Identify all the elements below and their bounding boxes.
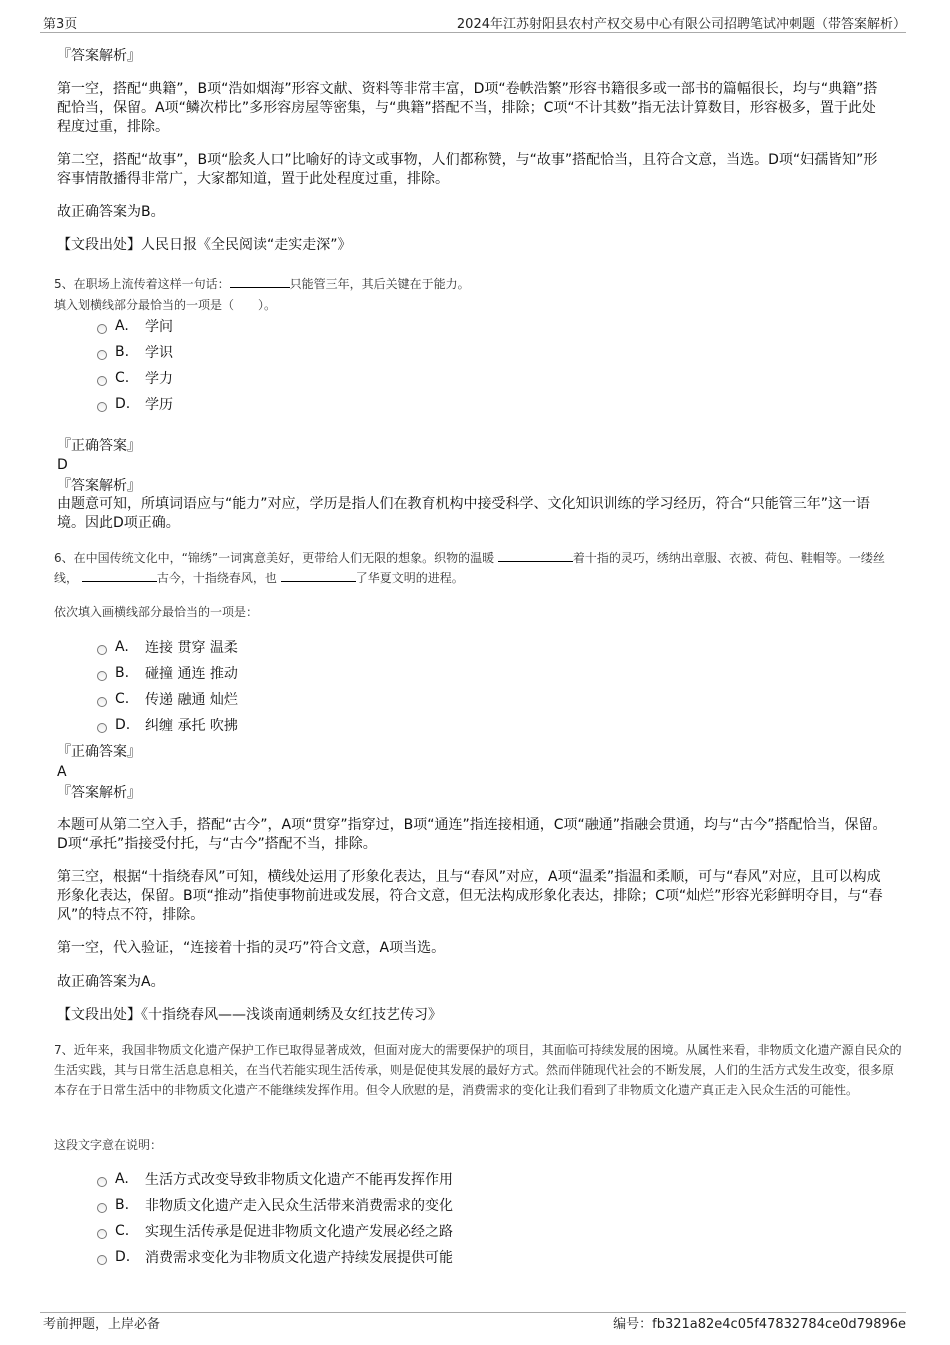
option-d[interactable] — [97, 394, 173, 414]
option-text: 学问 — [145, 319, 173, 335]
analysis-paragraph: 第二空，搭配“故事”，B项“脍炙人口”比喻好的诗文或事物，人们都称赞，与“故事”搭配恰当，且符合文意，当选。D项“妇孺皆知”形容事情散播得非常广，大家都知道，置于此处程度过重，排除。 — [57, 152, 878, 187]
radio-button-icon[interactable] — [97, 697, 107, 707]
option-text: 传递 融通 灿烂 — [145, 692, 238, 708]
option-letter: A. — [115, 318, 129, 334]
option-text: 连接 贯穿 温柔 — [145, 640, 238, 656]
analysis-paragraph: 由题意可知，所填词语应与“能力”对应，学历是指人们在教育机构中接受科学、文化知识训练的学习经历，符合“只能管三年”这一语境。因此D项正确。 — [57, 496, 871, 531]
answer-blank — [82, 569, 157, 582]
option-b[interactable] — [97, 663, 238, 683]
radio-button-icon[interactable] — [97, 1203, 107, 1213]
page-number: 第3页 — [43, 17, 78, 32]
radio-button-icon[interactable] — [97, 1255, 107, 1265]
question-7-stem: 7、近年来，我国非物质文化遗产保护工作已取得显著成效，但面对庞大的需要保护的项目，其面临可持续发展的困境。从属性来看，非物质文化遗产源自民众的生活实践，其与日常生活息息相关，在当代若能实现生活传承，则是促使其发展的最好方式。然而伴随现代社会的不断发展，人们的生活方式发生改变，很多原本存在于日常生活中的非物质文化遗产不能继续发挥作用。但令人欣慰的是，消费需求的变化让我们看到了非物质文化遗产真正走入民众生活的可能性。 — [54, 1043, 902, 1097]
stem-text: 只能管三年，其后关键在于能力。 — [289, 277, 470, 291]
option-letter: D. — [115, 1249, 131, 1265]
source-citation: 【文段出处】《十指绕春风——浅谈南通刺绣及女红技艺传习》 — [57, 1007, 442, 1023]
analysis-conclusion: 故正确答案为B。 — [57, 204, 165, 220]
option-letter: C. — [115, 370, 130, 386]
stem-text: 着十指的灵巧，绣纳出章服、衣被、荷包、鞋帽等。一缕丝线， — [54, 551, 885, 585]
option-c[interactable] — [97, 689, 238, 709]
radio-button-icon[interactable] — [97, 1177, 107, 1187]
option-letter: A. — [115, 639, 129, 655]
question-5-stem — [54, 274, 904, 294]
option-letter: B. — [115, 344, 130, 360]
option-text: 学识 — [145, 345, 173, 361]
option-letter: D. — [115, 717, 131, 733]
option-text: 纠缠 承托 吹拂 — [145, 718, 238, 734]
radio-button-icon[interactable] — [97, 723, 107, 733]
question-6-stem — [54, 548, 904, 588]
correct-answer: A — [57, 764, 67, 780]
option-c[interactable] — [97, 1221, 453, 1241]
radio-button-icon[interactable] — [97, 376, 107, 386]
correct-answer: D — [57, 457, 68, 473]
correct-answer-label: 『正确答案』 — [57, 438, 141, 454]
radio-button-icon[interactable] — [97, 324, 107, 334]
answer-blank — [498, 549, 573, 562]
answer-blank — [281, 569, 356, 582]
document-id: 编号：fb321a82e4c05f47832784ce0d79896e — [613, 1317, 906, 1332]
radio-button-icon[interactable] — [97, 671, 107, 681]
option-text: 碰撞 通连 推动 — [145, 666, 238, 682]
option-a[interactable] — [97, 316, 173, 336]
option-letter: C. — [115, 1223, 130, 1239]
stem-text: 古今，十指绕春风，也 — [156, 571, 277, 585]
option-letter: D. — [115, 396, 131, 412]
option-letter: B. — [115, 1197, 130, 1213]
question-7-prompt: 这段文字意在说明： — [54, 1138, 163, 1152]
stem-text: 6、在中国传统文化中，“锦绣”一词寓意美好，更带给人们无限的想象。织物的温暖 — [54, 551, 495, 565]
option-a[interactable] — [97, 637, 238, 657]
option-d[interactable] — [97, 1247, 453, 1267]
analysis-paragraph: 本题可从第二空入手，搭配“古今”，A项“贯穿”指穿过，B项“通连”指连接相通，C项“融通”指融会贯通，均与“古今”搭配恰当，保留。D项“承托”指接受付托，与“古今”搭配不当，排除。 — [57, 817, 887, 852]
option-b[interactable] — [97, 1195, 453, 1215]
analysis-conclusion: 故正确答案为A。 — [57, 974, 165, 990]
analysis-label: 『答案解析』 — [57, 785, 141, 801]
option-text: 非物质文化遗产走入民众生活带来消费需求的变化 — [145, 1198, 453, 1214]
question-5-prompt: 填入划横线部分最恰当的一项是（ ）。 — [54, 298, 277, 312]
footer-slogan: 考前押题，上岸必备 — [43, 1317, 161, 1332]
option-text: 实现生活传承是促进非物质文化遗产发展必经之路 — [145, 1224, 453, 1240]
analysis-label: 『答案解析』 — [57, 478, 141, 494]
correct-answer-label: 『正确答案』 — [57, 744, 141, 760]
option-d[interactable] — [97, 715, 238, 735]
option-letter: B. — [115, 665, 130, 681]
option-c[interactable] — [97, 368, 173, 388]
option-text: 学历 — [145, 397, 173, 413]
document-title: 2024年江苏射阳县农村产权交易中心有限公司招聘笔试冲刺题（带答案解析） — [456, 17, 906, 32]
answer-blank — [230, 275, 290, 288]
stem-text: 了华夏文明的进程。 — [355, 571, 464, 585]
source-citation: 【文段出处】人民日报《全民阅读“走实走深”》 — [57, 237, 352, 253]
option-b[interactable] — [97, 342, 173, 362]
radio-button-icon[interactable] — [97, 645, 107, 655]
option-letter: C. — [115, 691, 130, 707]
analysis-label: 『答案解析』 — [57, 48, 141, 64]
question-6-prompt: 依次填入画横线部分最恰当的一项是： — [54, 605, 259, 619]
option-text: 生活方式改变导致非物质文化遗产不能再发挥作用 — [145, 1172, 453, 1188]
stem-text: 5、在职场上流传着这样一句话： — [54, 277, 230, 291]
radio-button-icon[interactable] — [97, 350, 107, 360]
option-a[interactable] — [97, 1169, 453, 1189]
analysis-paragraph: 第一空，代入验证，“连接着十指的灵巧”符合文意，A项当选。 — [57, 940, 446, 956]
option-letter: A. — [115, 1171, 129, 1187]
analysis-paragraph: 第一空，搭配“典籍”，B项“浩如烟海”形容文献、资料等非常丰富，D项“卷帙浩繁”形容书籍很多或一部书的篇幅很长，均与“典籍”搭配恰当，保留。A项“鳞次栉比”多形容房屋等密集，与“典籍”搭配不当，排除；C项“不计其数”指无法计算数目，形容极多，置于此处程度过重，排除。 — [57, 81, 878, 135]
option-text: 消费需求变化为非物质文化遗产持续发展提供可能 — [145, 1250, 453, 1266]
radio-button-icon[interactable] — [97, 1229, 107, 1239]
radio-button-icon[interactable] — [97, 402, 107, 412]
analysis-paragraph: 第三空，根据“十指绕春风”可知，横线处运用了形象化表达，且与“春风”对应，A项“温柔”指温和柔顺，可与“春风”对应，且可以构成形象化表达，保留。B项“推动”指使事物前进或发展，符合文意，但无法构成形象化表达，排除；C项“灿烂”形容光彩鲜明夺目，与“春风”的特点不符，排除。 — [57, 869, 883, 923]
option-text: 学力 — [145, 371, 173, 387]
header-divider — [40, 32, 906, 33]
